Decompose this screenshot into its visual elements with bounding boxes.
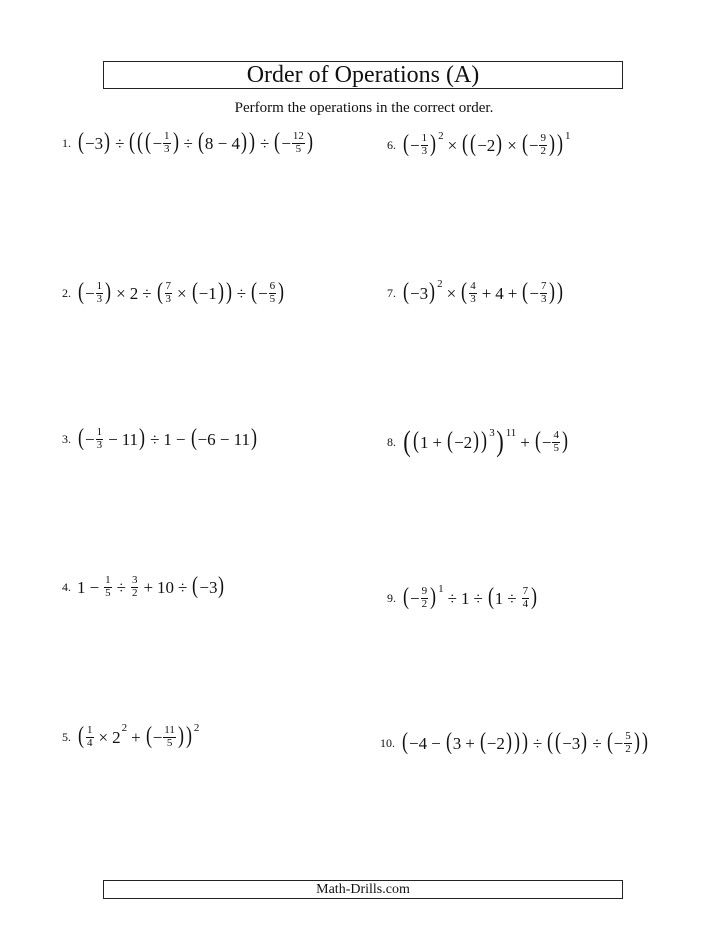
problem-number: 2. bbox=[62, 286, 71, 301]
problem-number: 6. bbox=[387, 138, 396, 153]
problem-number: 10. bbox=[380, 736, 395, 751]
expression: ( −3 ) ÷ ( ( ( − $\frac{1}{3}$ ) ÷ ( 8 − 4 ) ) ÷ ( − $\frac{12}{5}$ ) bbox=[78, 129, 313, 156]
problem-number: 9. bbox=[387, 591, 396, 606]
footer-credit: Math-Drills.com bbox=[103, 880, 623, 899]
problem-5 bbox=[62, 721, 200, 750]
expression: ( − $\frac{9}{2}$ ) 1 ÷ 1 ÷ ( 1 ÷ $\frac{7}{4}$ ) bbox=[403, 582, 538, 611]
worksheet-title: Order of Operations (A) bbox=[103, 61, 623, 89]
problem-10 bbox=[380, 731, 649, 755]
expression: ( − $\frac{1}{3}$ − 11 ) ÷ 1 − ( −6 − 11 ) bbox=[78, 425, 258, 452]
problem-number: 8. bbox=[387, 435, 396, 450]
expression: ( $\frac{1}{4}$ × 2 2 + ( − $\frac{11}{5}$ ) ) 2 bbox=[78, 721, 200, 750]
problem-8 bbox=[387, 425, 569, 459]
problem-4 bbox=[62, 575, 225, 599]
problem-1 bbox=[62, 131, 314, 155]
problem-number: 4. bbox=[62, 580, 71, 595]
problem-2 bbox=[62, 281, 285, 305]
instructions: Perform the operations in the correct order. bbox=[234, 100, 494, 116]
problem-number: 5. bbox=[62, 730, 71, 745]
expression: ( − $\frac{1}{3}$ ) × 2 ÷ ( $\frac{7}{3}$ × ( −1 ) ) ÷ ( − $\frac{6}{5}$ ) bbox=[78, 279, 285, 306]
problem-number: 3. bbox=[62, 432, 71, 447]
expression: ( − $\frac{1}{3}$ ) 2 × ( ( −2 ) × ( − $\frac{9}{2}$ ) ) 1 bbox=[403, 129, 571, 158]
expression: ( −3 ) 2 × ( $\frac{4}{3}$ + 4 + ( − $\frac{7}{3}$ ) ) bbox=[403, 277, 564, 306]
expression: ( ( 1 + ( −2 ) ) 3 ) 11 + ( − $\frac{4}{5}$ ) bbox=[403, 425, 568, 459]
problem-7 bbox=[387, 277, 564, 306]
expression: 1 − $\frac{1}{5}$ ÷ $\frac{3}{2}$ + 10 ÷ ( −3 ) bbox=[77, 573, 225, 600]
expression: ( −4 − ( 3 + ( −2 ) ) ) ÷ ( ( −3 ) ÷ ( − $\frac{5}{2}$ ) ) bbox=[402, 729, 648, 756]
problem-number: 7. bbox=[387, 286, 396, 301]
problem-9 bbox=[387, 582, 538, 611]
problem-3 bbox=[62, 427, 258, 451]
problem-number: 1. bbox=[62, 136, 71, 151]
problem-6 bbox=[387, 129, 571, 158]
